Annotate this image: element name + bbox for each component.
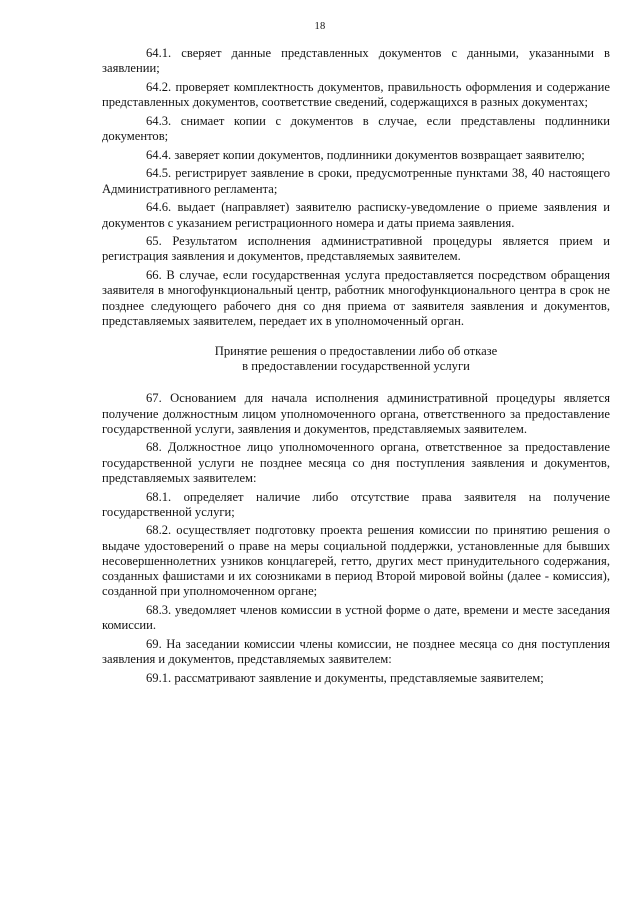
section-heading — [102, 344, 610, 374]
paragraph-65: 65. Результатом исполнения административной процедуры является прием и регистрация заявления и документов, представляемых заявителем. — [102, 234, 610, 264]
paragraph-64-6: 64.6. выдает (направляет) заявителю расписку-уведомление о приеме заявления и документов с указанием регистрационного номера и даты приема заявления. — [102, 200, 610, 230]
paragraph-69-1: 69.1. рассматривают заявление и документы, представляемые заявителем; — [146, 670, 544, 685]
paragraph-67: 67. Основанием для начала исполнения административной процедуры является получение должностным лицом уполномоченного органа, ответственного за предоставление государственной услуги, заявления и документов, представляемых заявителем. — [102, 391, 610, 436]
paragraph-68-1: 68.1. определяет наличие либо отсутствие права заявителя на получение государственной услуги; — [102, 489, 610, 519]
page-number: 18 — [314, 21, 326, 32]
paragraph-68: 68. Должностное лицо уполномоченного органа, ответственное за предоставление государственной услуги не позднее месяца со дня поступления заявления и документов, представляемых заявителем: — [102, 440, 610, 485]
paragraph-64-5: 64.5. регистрирует заявление в сроки, предусмотренные пунктами 38, 40 настоящего Административного регламента; — [102, 166, 610, 196]
section-heading-line-2: в предоставлении государственной услуги — [242, 359, 470, 374]
paragraph-64-2: 64.2. проверяет комплектность документов, правильность оформления и содержание представленных документов, соответствие сведений, содержащихся в разных документах; — [102, 79, 610, 110]
paragraph-64-4: 64.4. заверяет копии документов, подлинники документов возвращает заявителю; — [146, 147, 585, 162]
paragraph-68-2: 68.2. осуществляет подготовку проекта решения комиссии по принятию решения о выдаче удостоверений о праве на меры социальной поддержки, установленные для бывших несовершеннолетних узников концлагерей, гетто, других мест принудительного содержания, созданных фашистами и их союзниками в период Второй мировой войны (далее - комиссия), созданной при уполномоченном органе; — [102, 523, 610, 599]
paragraph-64-1: 64.1. сверяет данные представленных документов с данными, указанными в заявлении; — [102, 46, 610, 76]
paragraph-66: 66. В случае, если государственная услуга предоставляется посредством обращения заявителя в многофункциональный центр, работник многофункционального центра в срок не позднее следующего рабочего дня со дня приема от заявителя заявления и документов, представляемых заявителем, передает их в уполномоченный орган. — [102, 268, 610, 328]
paragraph-64-3: 64.3. снимает копии с документов в случае, если представлены подлинники документов; — [102, 113, 610, 144]
document-body — [102, 46, 610, 690]
section-heading-line-1: Принятие решения о предоставлении либо об отказе — [214, 343, 498, 358]
paragraph-69: 69. На заседании комиссии члены комиссии, не позднее месяца со дня поступления заявления и документов, представляемых заявителем: — [102, 636, 610, 667]
paragraph-68-3: 68.3. уведомляет членов комиссии в устной форме о дате, времени и месте заседания комиссии. — [102, 603, 610, 633]
